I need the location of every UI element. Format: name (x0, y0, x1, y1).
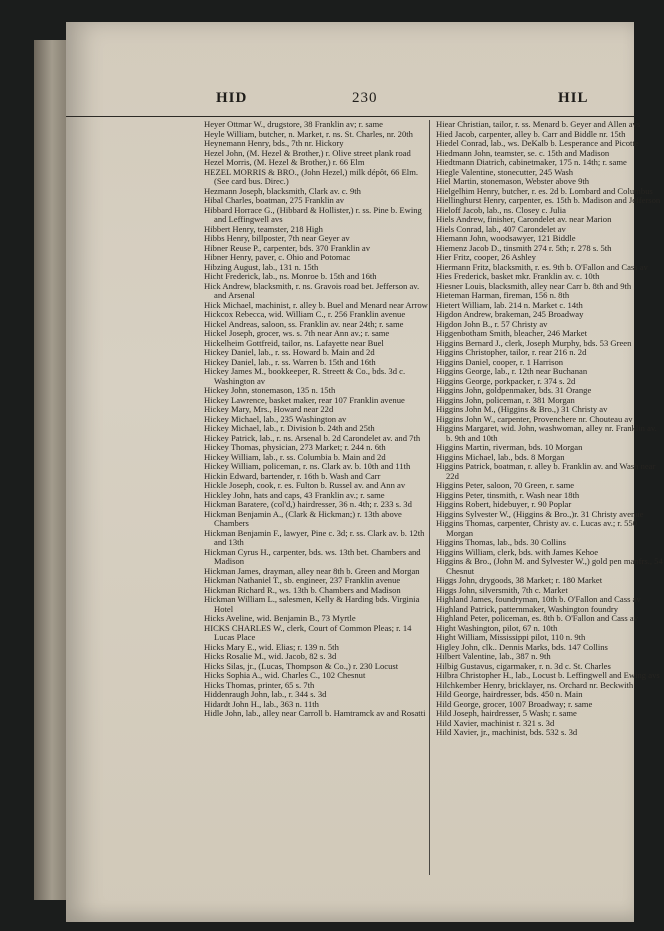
directory-entry: Hibbert Henry, teamster, 218 High (204, 223, 323, 234)
directory-entry: Higgins & Bro., (John M. and Sylvester W.,) gold pen manfrs., 54 Chesnut (436, 556, 663, 576)
directory-entry: Hickle Joseph, cook, r. es. Fulton b. Russel av. and Ann av (204, 480, 406, 490)
directory-entry: Hiels Conrad, lab., 407 Carondelet av (436, 223, 566, 234)
directory-entry: Heyle William, butcher, n. Market, r. ns. St. Charles, nr. 20th (204, 128, 413, 139)
directory-entry: Hiegle Valentine, stonecutter, 245 Wash (436, 166, 574, 177)
directory-entry: Higgins John, policeman, r. 381 Morgan (436, 394, 575, 405)
directory-entry: Hilbert Valentine, lab., 387 n. 9th (436, 651, 551, 661)
directory-entry: Higgins Margaret, wid. John, washwoman, alley nr. Franklin av. b. 9th and 10th (436, 423, 657, 443)
directory-entry: Hickey Daniel, lab., r. ss. Howard b. Main and 2d (204, 347, 375, 357)
directory-entry: Hickman Benjamin A., (Clark & Hickman;) r. 13th above Chambers (204, 508, 402, 528)
directory-entry: Higdon John B., r. 57 Christy av (436, 318, 548, 329)
directory-entry: Higgins George, porkpacker, r. 374 s. 2d (436, 375, 576, 386)
directory-entry: Hickman Baratere, (col'd,) hairdresser, 36 n. 4th; r. 233 s. 3d (204, 499, 412, 509)
directory-entry: Hickman Benjamin F., lawyer, Pine c. 3d; r. ss. Clark av. b. 12th and 13th (204, 527, 425, 547)
directory-entry: Hidle John, lab., alley near Carroll b. Hamtramck av and Rosatti (204, 708, 426, 718)
header-left-guide-word: HID (216, 90, 248, 106)
directory-entry: Hickey Daniel, lab., r. ss. Warren b. 15th and 16th (204, 356, 376, 367)
directory-entry: Higgins Michael, lab., bds. 8 Morgan (436, 451, 565, 462)
directory-entry: Hilchkember Henry, bricklayer, ns. Orchard nr. Beckwith (436, 679, 634, 690)
directory-entry: Hicht Frederick, lab., ns. Monroe b. 15th and 16th (204, 271, 377, 281)
directory-entry: Hiear Christian, tailor, r. ss. Menard b. Geyer and Allen avs (436, 119, 641, 129)
directory-entry: Higgs John, drygoods, 38 Market; r. 180 Market (436, 575, 603, 585)
directory-entry: Hiel Martin, stonemason, Webster above 9th (436, 176, 590, 186)
directory-entry: Hibbard Horrace G., (Hibbard & Hollister,) r. ss. Pine b. Ewing and Leffingwell avs (204, 204, 422, 224)
directory-entry: Hickelheim Gottfreid, tailor, ns. Lafayette near Buel (204, 337, 384, 348)
directory-entry: Heyer Ottmar W., drugstore, 38 Franklin av; r. same (204, 119, 383, 129)
directory-entry: Hieloff Jacob, lab., ns. Closey c. Julia (436, 204, 566, 215)
directory-entry: Hild Joseph, hairdresser, 5 Wash; r. same (436, 708, 577, 718)
directory-entry: Hiedel Conrad, lab., ws. DeKalb b. Lesperance and Picotte (436, 138, 639, 148)
directory-entry: Hiermann Fritz, blacksmith, r. es. 9th b. O'Fallon and Cass av (436, 261, 648, 272)
directory-entry: Heynemann Henry, bds., 7th nr. Hickory (204, 138, 344, 148)
directory-entry: Hibbs Henry, billposter, 7th near Geyer av (204, 233, 350, 243)
directory-entry: Hick Andrew, blacksmith, r. ns. Gravois road bet. Jefferson av. and Arsenal (204, 280, 420, 300)
directory-entry: Higgins Daniel, cooper, r. 1 Harrison (436, 356, 564, 367)
directory-entry: Hezel John, (M. Hezel & Brother,) r. Olive street plank road (204, 147, 411, 158)
directory-entry: Higgins John, goldpenmaker, bds. 31 Orange (436, 385, 592, 395)
directory-entry: Hickley John, hats and caps, 43 Franklin av.; r. same (204, 489, 385, 500)
directory-entry: Highland James, foundryman, 10th b. O'Fallon and Cass av (436, 594, 641, 604)
directory-entry: Higgins Thomas, lab., bds. 30 Collins (436, 537, 566, 547)
directory-entry: Higgins Peter, saloon, 70 Green, r. same (436, 480, 575, 490)
directory-entry: Hied Jacob, carpenter, alley b. Carr and Biddle nr. 15th (436, 128, 626, 139)
directory-entry: Hicks Thomas, printer, 65 s. 7th (204, 679, 315, 690)
directory-entry: Hezel Morris, (M. Hezel & Brother,) r. 66 Elm (204, 157, 365, 167)
directory-entry: Hickey William, policeman, r. ns. Clark av. b. 10th and 11th (204, 461, 411, 471)
directory-entry: Hidardt John H., lab., 363 n. 11th (204, 698, 319, 709)
directory-entry: Hickey John, stonemason, 135 n. 15th (204, 385, 336, 395)
directory-entry: Hickel Joseph, grocer, ws. s. 7th near Ann av.; r. same (204, 328, 390, 338)
directory-entry: Hicks Mary E., wid. Elias; r. 139 n. 5th (204, 641, 339, 652)
page-number: 230 (352, 90, 378, 106)
directory-entry: Hiedtmann Diatrich, cabinetmaker, 175 n. 14th; r. same (436, 157, 627, 167)
directory-entry: Hibner Reuse P., carpenter, bds. 370 Franklin av (204, 242, 371, 253)
directory-entry: Higgins Robert, hidebuyer, r. 90 Poplar (436, 499, 572, 509)
directory-entry: Hickey William, lab., r. ss. Columbia b. Main and 2d (204, 451, 386, 462)
directory-entry: Hickel Andreas, saloon, ss. Franklin av. near 24th; r. same (204, 318, 404, 329)
directory-entry: Hilbig Gustavus, cigarmaker, r. n. 3d c. St. Charles (436, 660, 611, 671)
directory-entry: Higdon Andrew, brakeman, 245 Broadway (436, 309, 584, 319)
directory-entry: Hickin Edward, bartender, r. 16th b. Wash and Carr (204, 470, 381, 481)
directory-entry: Hickman Nathaniel T., sb. engineer, 237 Franklin avenue (204, 575, 401, 585)
directory-entry: Hilbra Christopher H., lab., Locust b. Leffingwell and Ewing avs (436, 670, 660, 680)
directory-entry: Hickman William L., salesmen, Kelly & Harding bds. Virginia Hotel (204, 594, 420, 614)
directory-entry: Hild George, grocer, 1007 Broadway; r. same (436, 698, 593, 709)
directory-entry: Highland Peter, policeman, es. 8th b. O'Fallon and Cass av (436, 613, 638, 623)
directory-entry: Hieteman Harman, fireman, 156 n. 8th (436, 290, 570, 300)
directory-entry: Hiellinghurst Henry, carpenter, es. 15th b. Madison and Jefferson (436, 195, 661, 205)
running-head (66, 86, 634, 117)
directory-entry: Higgs John, silversmith, 7th c. Market (436, 584, 568, 595)
directory-entry: Higgins Martin, riverman, bds. 10 Morgan (436, 442, 583, 452)
directory-entry: Hickey Mary, Mrs., Howard near 22d (204, 404, 334, 414)
column-divider (429, 120, 430, 875)
directory-entry: Hies Frederick, basket mkr. Franklin av. c. 10th (436, 271, 600, 281)
directory-entry: Hick Michael, machinist, r. alley b. Buel and Menard near Arrow (204, 299, 428, 310)
directory-entry: Hibner Henry, paver, c. Ohio and Potomac (204, 252, 351, 262)
directory-entry: Hibal Charles, boatman, 275 Franklin av (204, 195, 345, 205)
directory-entry: Hickey Michael, lab., r. Division b. 24th and 25th (204, 423, 375, 433)
directory-entry: Hiemann John, woodsawyer, 121 Biddle (436, 233, 576, 243)
directory-entry: Higgins William, clerk, bds. with James Kehoe (436, 546, 599, 557)
directory-entry: Higgins Sylvester W., (Higgins & Bro.,)r. 31 Christy avenue (436, 508, 644, 519)
directory-entry: HICKS CHARLES W., clerk, Court of Common Pleas; r. 14 Lucas Place (204, 622, 412, 642)
header-right-guide-word: HIL (558, 90, 589, 106)
directory-page (66, 22, 663, 922)
directory-entry: Hiels Andrew, finisher, Carondelet av. near Marion (436, 214, 612, 224)
directory-entry: Higgins Bernard J., clerk, Joseph Murphy, bds. 53 Green (436, 337, 632, 348)
directory-entry: Hickey Lawrence, basket maker, rear 107 Franklin avenue (204, 394, 405, 405)
directory-entry: Higgins Thomas, carpenter, Christy av. c. Lucas av.; r. 550 Morgan (436, 518, 638, 538)
directory-entry: Hibzing August, lab., 131 n. 15th (204, 261, 319, 272)
directory-entry: Hild Xavier, jr., machinist, bds. 532 s. 3d (436, 727, 578, 737)
directory-entry: Higgins John W., carpenter, Provenchere nr. Chouteau av (436, 413, 633, 424)
directory-entry: Hicks Rosalie M., wid. Jacob, 82 s. 3d (204, 651, 337, 661)
directory-entry: Hickey Patrick, lab., r. ns. Arsenal b. 2d Carondelet av. and 7th (204, 432, 421, 443)
directory-entry: Hild Xavier, machinist r. 321 s. 3d (436, 717, 555, 728)
directory-entry: Hietert William, lab. 214 n. Market c. 14th (436, 299, 583, 310)
directory-entry: Hickcox Rebecca, wid. William C., r. 256 Franklin avenue (204, 309, 406, 319)
directory-entry: Hickman James, drayman, alley near 8th b. Green and Morgan (204, 565, 420, 576)
directory-entry: Higgins Christopher, tailor, r. rear 216 n. 2d (436, 347, 587, 357)
directory-entry: Hielgelhim Henry, butcher, r. es. 2d b. Lombard and Columbus (436, 185, 653, 196)
directory-entry: Hiesner Louis, blacksmith, alley near Carr b. 8th and 9th (436, 280, 632, 291)
right-column (436, 120, 664, 738)
directory-entry: Hicks Aveline, wid. Benjamin B., 73 Myrtle (204, 613, 356, 623)
directory-entry: Hickey James M., bookkeeper, R. Streett & Co., bds. 3d c. Washington av (204, 366, 406, 386)
directory-entry: Hight Washington, pilot, 67 n. 10th (436, 622, 558, 633)
directory-entry: Higgins Peter, tinsmith, r. Wash near 18th (436, 489, 580, 500)
directory-entry: HEZEL MORRIS & BRO., (John Hezel,) milk dépôt, 66 Elm. (See card bus. Direc.) (204, 166, 419, 186)
directory-entry: Hickey Thomas, physician, 273 Market; r. 244 n. 6th (204, 442, 386, 452)
directory-entry: Higgins George, lab., r. 12th near Buchanan (436, 366, 588, 376)
directory-entry: Highland Patrick, patternmaker, Washington foundry (436, 603, 619, 614)
directory-entry: Hiemenz Jacob D., tinsmith 274 r. 5th; r. 278 s. 5th (436, 242, 612, 253)
directory-entry: Higgins Patrick, boatman, r. alley b. Franklin av. and Wash near 22d (436, 461, 656, 481)
directory-entry: Hiedmann John, teamster, se. c. 15th and Madison (436, 147, 610, 158)
directory-entry: Hickman Richard R., ws. 13th b. Chambers and Madison (204, 584, 401, 595)
directory-entry: Hier Fritz, cooper, 26 Ashley (436, 252, 536, 262)
directory-entry: Hicks Sophia A., wid. Charles C., 102 Chesnut (204, 670, 366, 680)
directory-entry: Higgins John M., (Higgins & Bro.,) 31 Christy av (436, 404, 608, 414)
directory-entry: Hickman Cyrus H., carpenter, bds. ws. 13th bet. Chambers and Madison (204, 546, 421, 566)
directory-entry: Hiddenraugh John, lab., r. 344 s. 3d (204, 689, 327, 699)
directory-entry: Hight William, Mississippi pilot, 110 n. 9th (436, 632, 586, 642)
directory-entry: Hicks Silas, jr., (Lucas, Thompson & Co.,) r. 230 Locust (204, 660, 399, 671)
directory-entry: Hickey Michael, lab., 235 Washington av (204, 413, 347, 424)
left-column (204, 120, 432, 719)
directory-entry: Hild George, hairdresser, bds. 450 n. Main (436, 689, 583, 699)
directory-entry: Higley John, clk.. Dennis Marks, bds. 147 Collins (436, 641, 608, 652)
directory-entry: Hezmann Joseph, blacksmith, Clark av. c. 9th (204, 185, 361, 196)
directory-entry: Higgenbotham Smith, bleacher, 246 Market (436, 328, 587, 338)
